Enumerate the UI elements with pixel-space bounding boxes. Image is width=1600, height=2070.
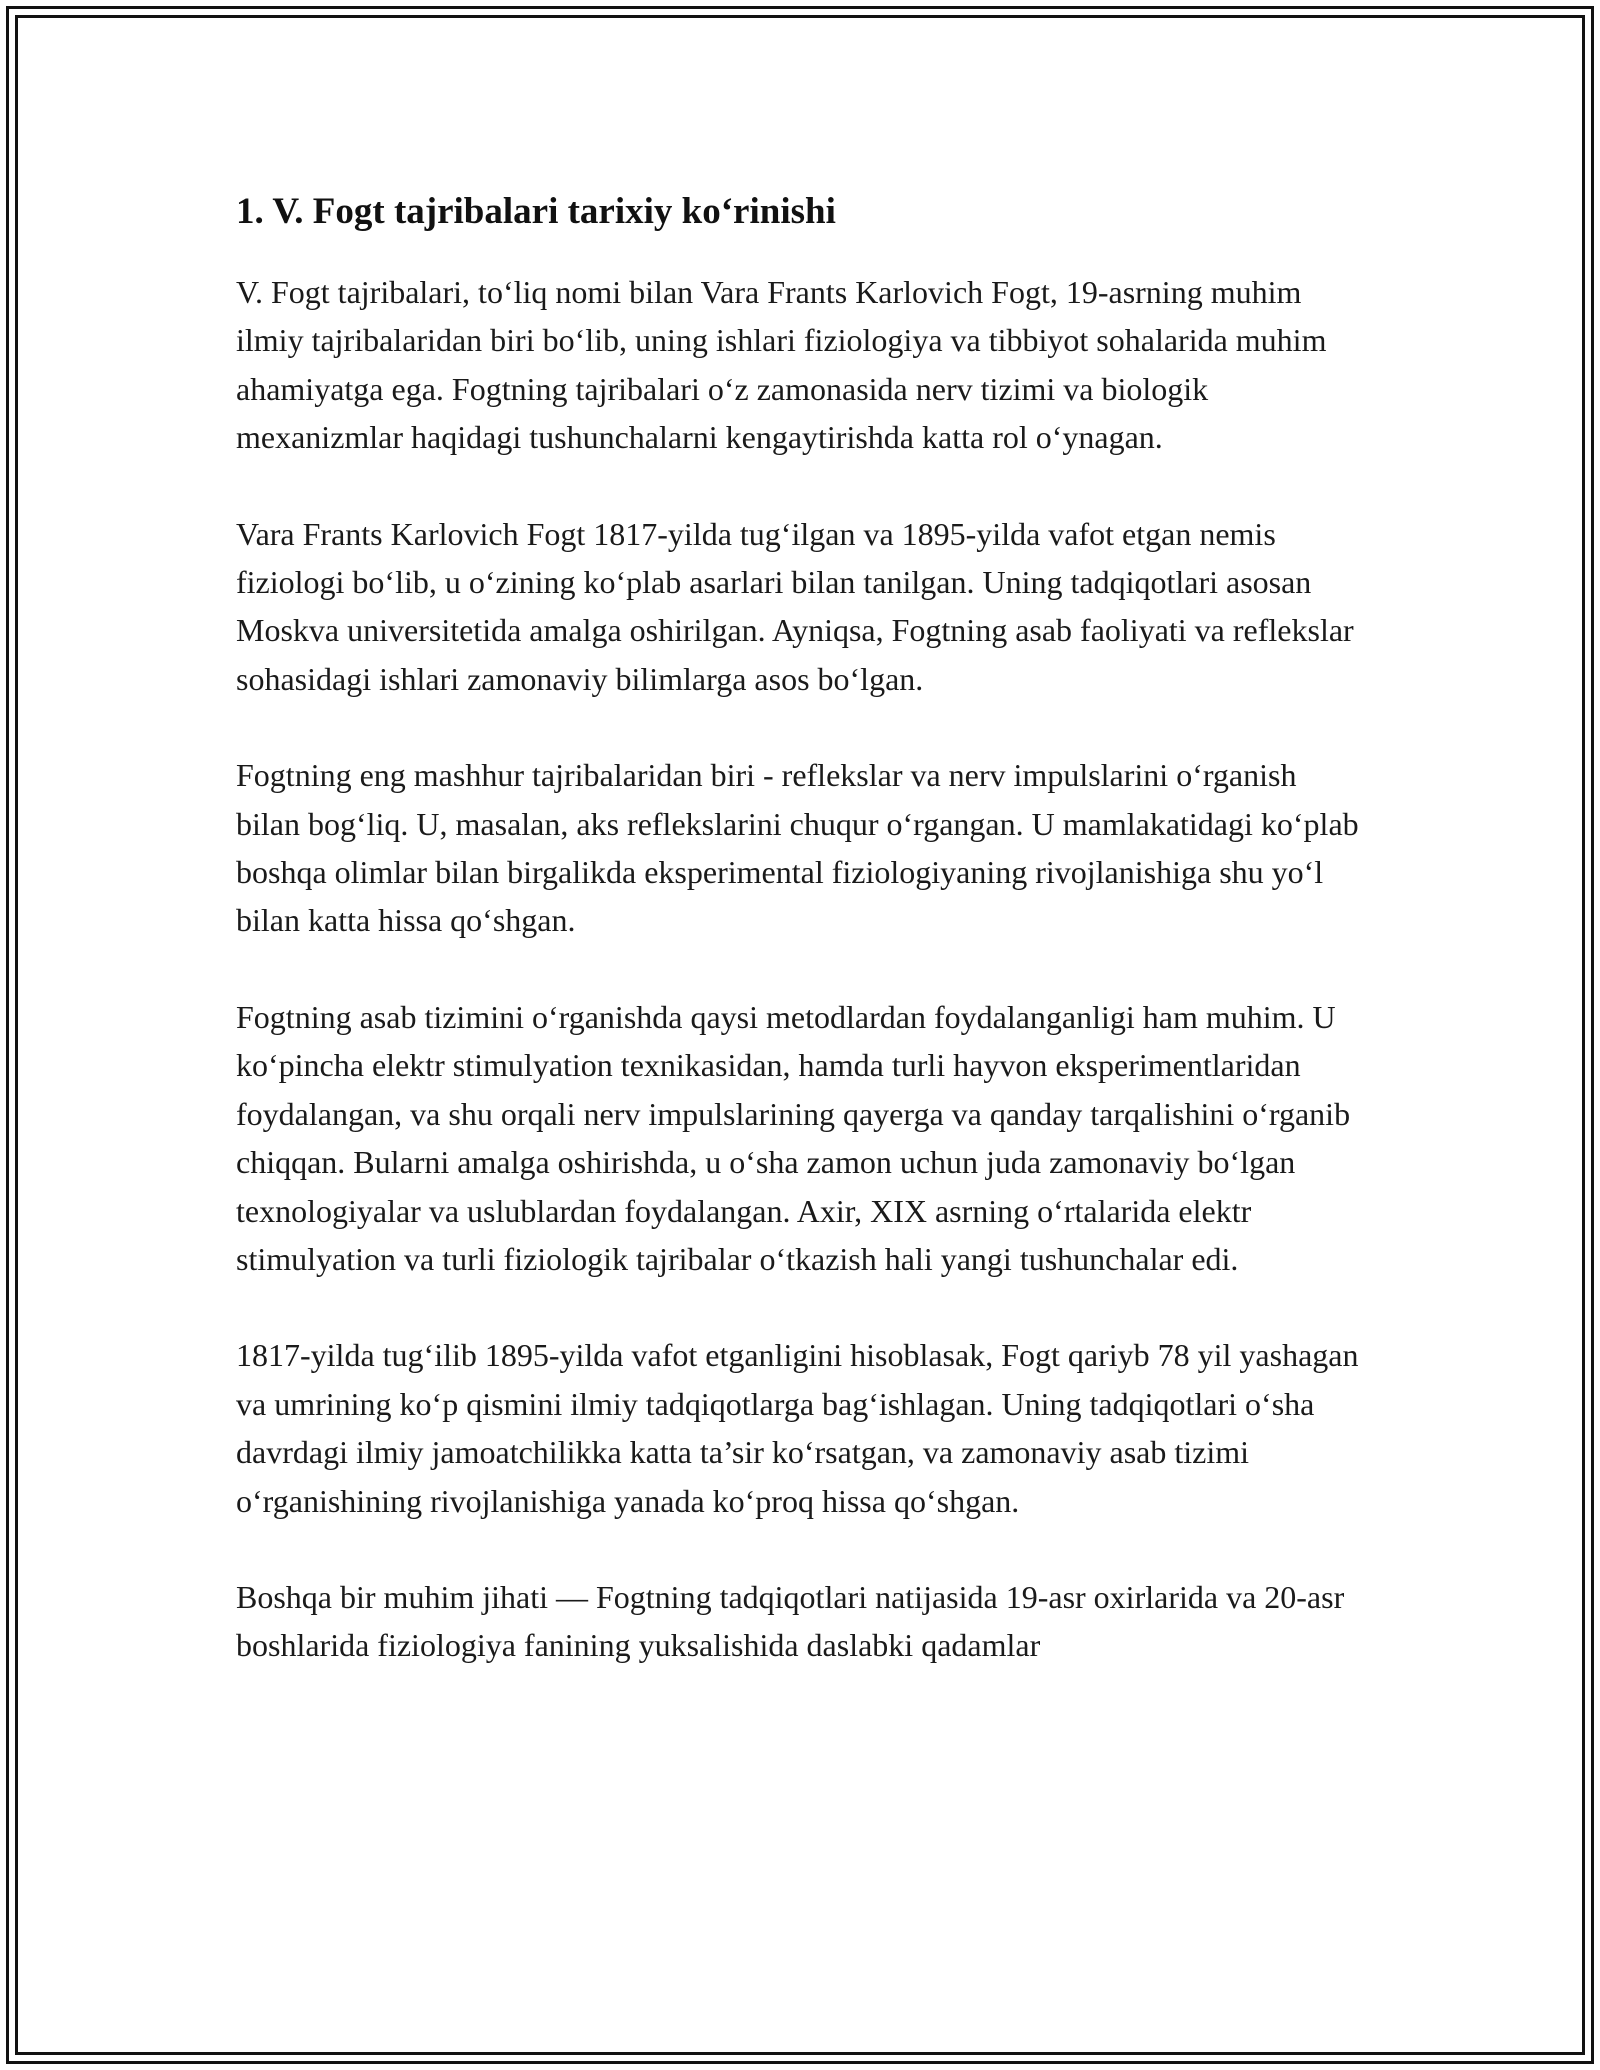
- document-body: [236, 186, 1366, 1718]
- paragraph-legacy: Boshqa bir muhim jihati — Fogtning tadqiqotlari natijasida 19-asr oxirlarida va 20-asr boshlarida fiziologiya fanining yuksalishida daslabki qadamlar: [236, 1578, 1345, 1664]
- paragraph-lifespan: 1817-yilda tug‘ilib 1895-yilda vafot etganligini hisoblasak, Fogt qariyb 78 yil yashagan va umrining ko‘p qismini ilmiy tadqiqotlarga bag‘ishlagan. Uning tadqiqotlari o‘sha davrdagi ilmiy jamoatchilikka katta ta’sir ko‘rsatgan, va zamonaviy asab tizimi o‘rganishining rivojlanishiga yanada ko‘proq hissa qo‘shgan.: [236, 1337, 1359, 1519]
- paragraph-methods: Fogtning asab tizimini o‘rganishda qaysi metodlardan foydalanganligi ham muhim. U ko‘pincha elektr stimulyation texnikasidan, hamda turli hayvon eksperimentlaridan foydalangan, va shu orqali nerv impulslarining qayerga va qanday tarqalishini o‘rganib chiqqan. Bularni amalga oshirishda, u o‘sha zamon uchun juda zamonaviy bo‘lgan texnologiyalar va uslublardan foydalangan. Axir, XIX asrning o‘rtalarida elektr stimulyation va turli fiziologik tajribalar o‘tkazish hali yangi tushunchalar edi.: [236, 998, 1351, 1277]
- paragraph-reflex-experiments: Fogtning eng mashhur tajribalaridan biri - reflekslar va nerv impulslarini o‘rganish bilan bog‘liq. U, masalan, aks reflekslarini chuqur o‘rgangan. U mamlakatidagi ko‘plab boshqa olimlar bilan birgalikda eksperimental fiziologiyaning rivojlanishiga shu yo‘l bilan katta hissa qo‘shgan.: [236, 757, 1359, 939]
- paragraph-intro: V. Fogt tajribalari, to‘liq nomi bilan Vara Frants Karlovich Fogt, 19-asrning muhim ilmiy tajribalaridan biri bo‘lib, uning ishlari fiziologiya va tibbiyot sohalarida muhim ahamiyatga ega. Fogtning tajribalari o‘z zamonasida nerv tizimi va biologik mexanizmlar haqidagi tushunchalarni kengaytirishda katta rol o‘ynagan.: [236, 274, 1327, 456]
- paragraph-biography: Vara Frants Karlovich Fogt 1817-yilda tug‘ilgan va 1895-yilda vafot etgan nemis fiziologi bo‘lib, u o‘zining ko‘plab asarlari bilan tanilgan. Uning tadqiqotlari asosan Moskva universitetida amalga oshirilgan. Ayniqsa, Fogtning asab faoliyati va reflekslar sohasidagi ishlari zamonaviy bilimlarga asos bo‘lgan.: [236, 515, 1354, 697]
- section-heading: 1. V. Fogt tajribalari tarixiy ko‘rinishi: [236, 191, 836, 232]
